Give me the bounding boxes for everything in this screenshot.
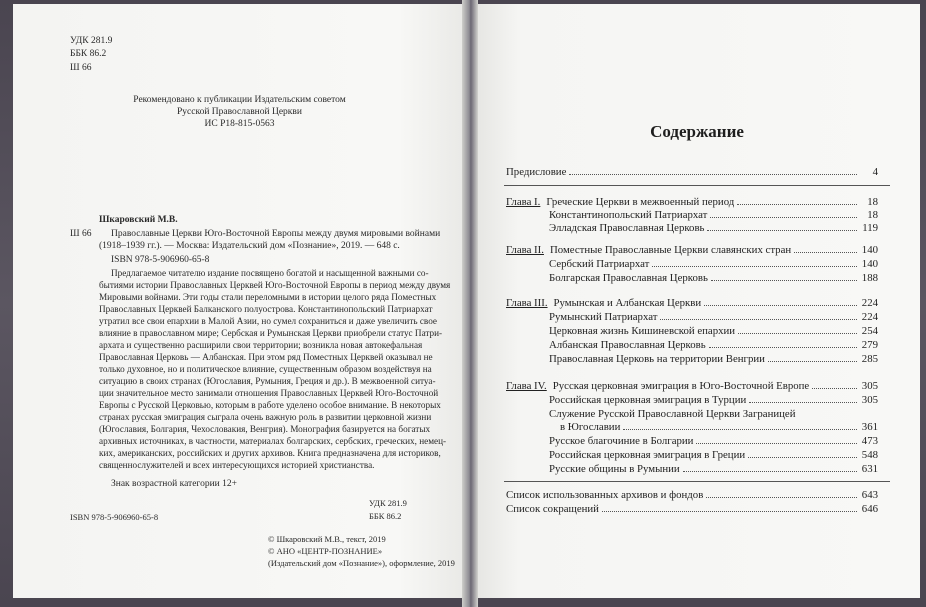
toc-entry-label: Русская церковная эмиграция в Юго-Восточной Европе — [552, 380, 810, 392]
toc-chapter-number: Глава I. — [506, 196, 541, 208]
divider — [504, 185, 890, 186]
toc-entry-label: Служение Русской Православной Церкви Заграницей — [549, 408, 796, 420]
toc-entry[interactable] — [549, 325, 878, 338]
toc-entry-label: Предисловие — [506, 166, 567, 178]
toc-entry[interactable] — [549, 463, 878, 476]
toc-entry[interactable] — [549, 209, 878, 222]
toc-chapter-number: Глава II. — [506, 244, 544, 256]
recommendation-line-2: Русской Православной Церкви — [176, 107, 302, 117]
toc-chapter[interactable] — [506, 380, 878, 393]
annotation-line: Предлагаемое читателю издание посвящено богатой и насыщенной важными со- — [111, 268, 429, 278]
toc-entry-label: Сербский Патриархат — [549, 258, 650, 270]
toc-entry[interactable] — [549, 339, 878, 352]
toc-entry-page: 4 — [872, 166, 878, 178]
toc-entry-label: Греческие Церкви в межвоенный период — [546, 196, 735, 208]
annotation-line: архата и существенно расширили свои территории; возникла новая автокефальная — [99, 340, 423, 350]
annotation-line: архивных источниках, в частности, материалах болгарских, сербских, греческих, немец- — [99, 436, 447, 446]
bbk-code: ББК 86.2 — [70, 49, 107, 59]
toc-entry-label: в Югославии — [560, 421, 621, 433]
copyright-line-3: (Издательский дом «Познание»), оформление, 2019 — [268, 558, 455, 568]
toc-entry[interactable] — [506, 503, 878, 516]
leader-dots — [623, 429, 857, 430]
toc-entry-page: 140 — [861, 258, 878, 270]
annotation-line: влияние в православном мире; Сербская и Румынская Церкви приобрели статус Патри- — [99, 328, 443, 338]
leader-dots — [748, 457, 857, 458]
toc-entry[interactable] — [506, 489, 878, 502]
contents-title: Содержание — [650, 122, 744, 141]
toc-entry-page: 646 — [861, 503, 878, 515]
toc-entry-label: Русские общины в Румынии — [549, 463, 680, 475]
leader-dots — [768, 361, 857, 362]
annotation-line: ситуацию в своих странах (Югославия, Румыния, Греция и др.). В межвоенной ситуа- — [99, 376, 436, 386]
leader-dots — [569, 174, 857, 175]
toc-entry-label: Болгарская Православная Церковь — [549, 272, 708, 284]
annotation-line: странах русская эмиграция сыграла очень важную роль в развитии церковной жизни — [99, 412, 432, 422]
annotation-line: Православных Церквей Балканского полуострова. Константинопольский Патриархат — [99, 304, 433, 314]
toc-entry-continuation[interactable] — [560, 421, 878, 434]
toc-entry-label: Албанская Православная Церковь — [549, 339, 706, 351]
leader-dots — [602, 511, 857, 512]
toc-entry[interactable] — [549, 449, 878, 462]
toc-entry-label: Список сокращений — [506, 503, 599, 515]
toc-entry-label: Румынский Патриархат — [549, 311, 658, 323]
toc-entry[interactable] — [549, 272, 878, 285]
toc-entry-page: 643 — [861, 489, 878, 501]
toc-entry-label: Элладская Православная Церковь — [549, 222, 705, 234]
isbn-bottom: ISBN 978-5-906960-65-8 — [70, 512, 159, 522]
toc-entry-page: 473 — [861, 435, 878, 447]
toc-entry-label: Российская церковная эмиграция в Турции — [549, 394, 747, 406]
age-rating: Знак возрастной категории 12+ — [111, 479, 237, 489]
leader-dots — [812, 388, 857, 389]
toc-entry[interactable] — [549, 258, 878, 271]
toc-entry-page: 18 — [867, 209, 878, 221]
imprint-page — [13, 4, 466, 598]
toc-entry-page: 305 — [861, 394, 878, 406]
toc-entry-label: Румынская и Албанская Церкви — [553, 297, 702, 309]
leader-dots — [709, 347, 857, 348]
toc-chapter[interactable] — [506, 196, 878, 209]
udk-code: УДК 281.9 — [70, 36, 113, 46]
toc-entry-label: Константинопольский Патриархат — [549, 209, 708, 221]
leader-dots — [696, 443, 857, 444]
toc-entry-label: Список использованных архивов и фондов — [506, 489, 704, 501]
isbn-main: ISBN 978-5-906960-65-8 — [111, 255, 210, 265]
leader-dots — [794, 252, 857, 253]
toc-entry-page: 119 — [862, 222, 878, 234]
annotation-line: Православная Церковь — Албанская. При этом ряд Поместных Церквей оказывал не — [99, 352, 433, 362]
toc-entry-page: 305 — [861, 380, 878, 392]
toc-entry-label: Православная Церковь на территории Венгрии — [549, 353, 765, 365]
leader-dots — [737, 204, 857, 205]
leader-dots — [652, 266, 857, 267]
annotation-line: только духовное, но и политическое влияние, существенным образом воздействуя на — [99, 364, 432, 374]
toc-entry[interactable] — [549, 394, 878, 407]
toc-entry[interactable] — [506, 166, 878, 179]
toc-chapter-number: Глава IV. — [506, 380, 547, 392]
annotation-line: бытиями истории Православных Церквей Юго-Восточной Европы в период между двумя — [99, 280, 451, 290]
toc-entry-label: Российская церковная эмиграция в Греции — [549, 449, 746, 461]
leader-dots — [738, 333, 857, 334]
toc-entry-page: 188 — [861, 272, 878, 284]
toc-entry[interactable] — [549, 311, 878, 324]
toc-entry[interactable] — [549, 353, 878, 366]
toc-chapter[interactable] — [506, 297, 878, 310]
book-spine — [462, 0, 478, 607]
recommendation-line-1: Рекомендовано к публикации Издательским советом — [133, 95, 346, 105]
annotation-line: Европы с Русской Церковью, которым в работе уделено особое внимание. В некоторых — [99, 400, 441, 410]
toc-entry-page: 18 — [867, 196, 878, 208]
leader-dots — [749, 402, 857, 403]
annotation-line: Мировыми войнами. Эти годы стали переломными в истории целого ряда Поместных — [99, 292, 437, 302]
copyright-line-1: © Шкаровский М.В., текст, 2019 — [268, 534, 386, 544]
toc-entry-page: 279 — [861, 339, 878, 351]
leader-dots — [683, 471, 857, 472]
author-name: Шкаровский М.В. — [99, 215, 178, 225]
annotation-line: ких, американских, российских и других архивов. Книга предназначена для историков, — [99, 448, 441, 458]
copyright-line-2: © АНО «ЦЕНТР-ПОЗНАНИЕ» — [268, 546, 383, 556]
toc-entry-page: 254 — [861, 325, 878, 337]
leader-dots — [704, 305, 857, 306]
toc-chapter-number: Глава III. — [506, 297, 548, 309]
toc-entry-label: Церковная жизнь Кишиневской епархии — [549, 325, 736, 337]
toc-entry-page: 224 — [861, 297, 878, 309]
toc-entry-label: Поместные Православные Церкви славянских стран — [549, 244, 792, 256]
toc-chapter[interactable] — [506, 244, 878, 257]
annotation-line: утратил все свои епархии в Малой Азии, но сумел сохраниться и даже увеличить свое — [99, 316, 437, 326]
annotation-line: священнослужителей и всех интересующихся историей христианства. — [99, 460, 375, 470]
toc-entry-label: Русское благочиние в Болгарии — [549, 435, 694, 447]
biblio-line-1: Православные Церкви Юго-Восточной Европы между двумя мировыми войнами — [111, 229, 441, 239]
toc-entry[interactable] — [549, 435, 878, 448]
toc-entry-page: 548 — [861, 449, 878, 461]
leader-dots — [706, 497, 857, 498]
toc-entry[interactable] — [549, 222, 878, 235]
leader-dots — [660, 319, 857, 320]
contents-page — [474, 4, 920, 598]
annotation-line: ции значительное место занимали отношения Православных Церквей Юго-Восточной — [99, 388, 439, 398]
leader-dots — [707, 230, 857, 231]
toc-entry-page: 224 — [861, 311, 878, 323]
toc-entry[interactable] — [549, 408, 878, 421]
toc-entry-page: 285 — [861, 353, 878, 365]
leader-dots — [710, 217, 857, 218]
recommendation-line-3: ИС Р18-815-0563 — [204, 119, 275, 129]
toc-entry-page: 361 — [861, 421, 878, 433]
bbk-code-2: ББК 86.2 — [369, 511, 402, 521]
sh-code-2: Ш 66 — [70, 229, 92, 239]
toc-entry-page: 631 — [861, 463, 878, 475]
toc-entry-page: 140 — [861, 244, 878, 256]
leader-dots — [711, 280, 857, 281]
annotation-line: (Югославия, Болгария, Чехословакия, Венгрия). Монография базируется на богатых — [99, 424, 431, 434]
udk-code-2: УДК 281.9 — [369, 498, 407, 508]
biblio-line-2: (1918–1939 гг.). — Москва: Издательский дом «Познание», 2019. — 648 с. — [99, 241, 400, 251]
sh-code: Ш 66 — [70, 63, 92, 73]
divider — [504, 481, 890, 482]
